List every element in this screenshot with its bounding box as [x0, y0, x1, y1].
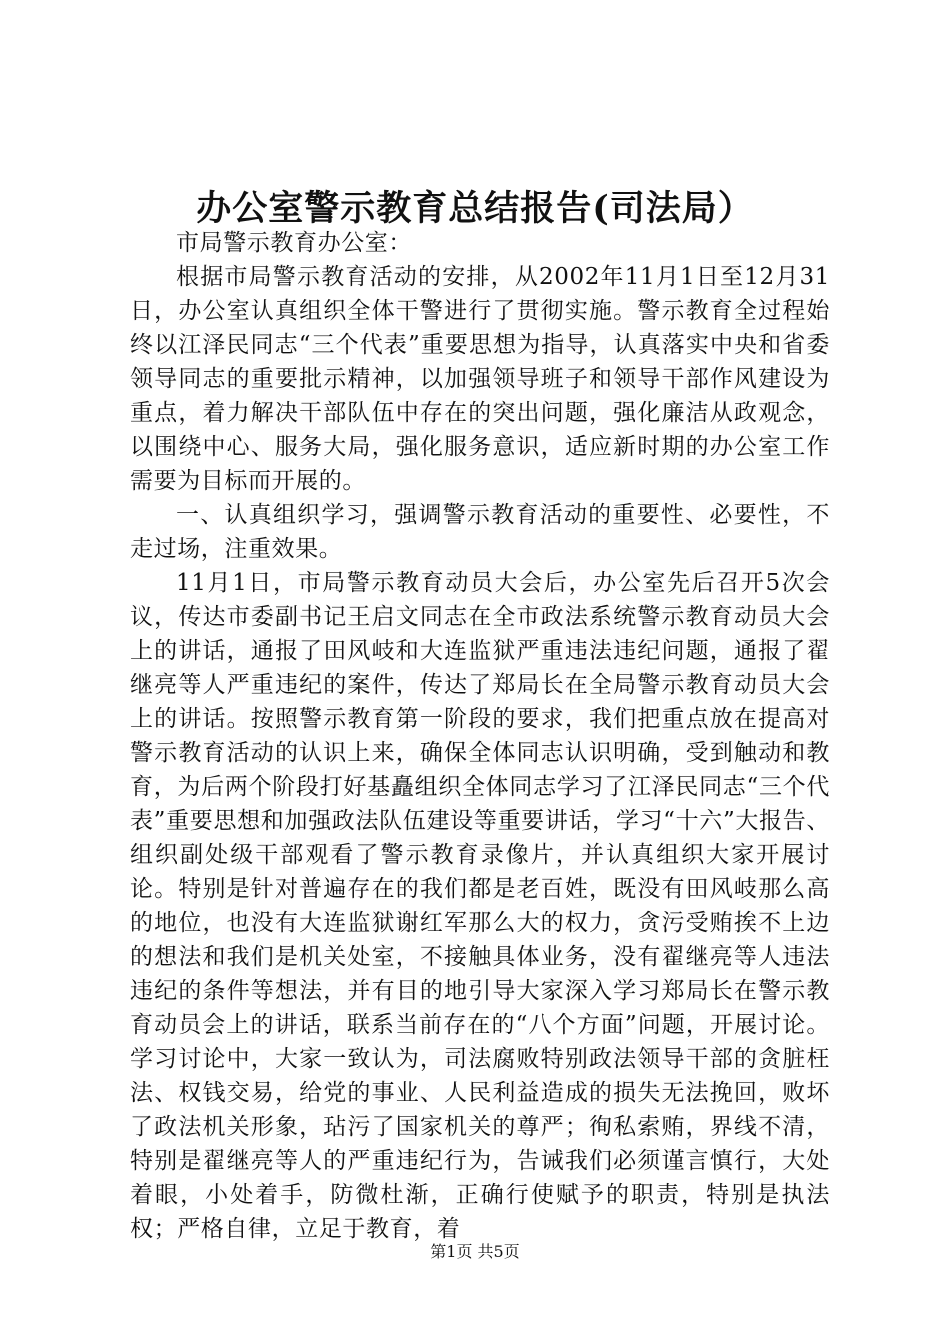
document-body [130, 226, 830, 1246]
section-heading-1: 一、认真组织学习，强调警示教育活动的重要性、必要性，不走过场，注重效果。 [130, 502, 830, 562]
page-footer: 第1页 共5页 [430, 1242, 520, 1261]
paragraph-section-1: 11月1日，市局警示教育动员大会后，办公室先后召开5次会议，传达市委副书记王启文同志在全市政法系统警示教育动员大会上的讲话，通报了田风岐和大连监狱严重违法违纪问题，通报了翟继亮等人严重违纪的案件，传达了郑局长在全局警示教育动员大会上的讲话。按照警示教育第一阶段的要求，我们把重点放在提高对警示教育活动的认识上来，确保全体同志认识明确，受到触动和教育，为后两个阶段打好基矗组织全体同志学习了江泽民同志“三个代表”重要思想和加强政法队伍建设等重要讲话，学习“十六”大报告、组织副处级干部观看了警示教育录像片，并认真组织大家开展讨论。特别是针对普遍存在的我们都是老百姓，既没有田风岐那么高的地位，也没有大连监狱谢红军那么大的权力，贪污受贿挨不上边的想法和我们是机关处室，不接触具体业务，没有翟继亮等人违法违纪的条件等想法，并有目的地引导大家深入学习郑局长在警示教育动员会上的讲话，联系当前存在的“八个方面”问题，开展讨论。学习讨论中，大家一致认为，司法腐败特别政法领导干部的贪脏枉法、权钱交易，给党的事业、人民利益造成的损失无法挽回，败坏了政法机关形象，玷污了国家机关的尊严；徇私索贿，界线不清，特别是翟继亮等人的严重违纪行为，告诫我们必须谨言慎行，大处着眼，小处着手，防微杜渐，正确行使赋予的职责，特别是执法权；严格自律，立足于教育，着 [130, 570, 830, 1242]
document-title: 办公室警示教育总结报告(司法局） [196, 188, 754, 229]
paragraph-intro: 根据市局警示教育活动的安排，从2002年11月1日至12月31日，办公室认真组织全体干警进行了贯彻实施。警示教育全过程始终以江泽民同志“三个代表”重要思想为指导，认真落实中央和省委领导同志的重要批示精神，以加强领导班子和领导干部作风建设为重点，着力解决干部队伍中存在的突出问题，强化廉洁从政观念，以围绕中心、服务大局，强化服务意识，适应新时期的办公室工作需要为目标而开展的。 [130, 264, 830, 494]
salutation: 市局警示教育办公室： [176, 230, 412, 256]
